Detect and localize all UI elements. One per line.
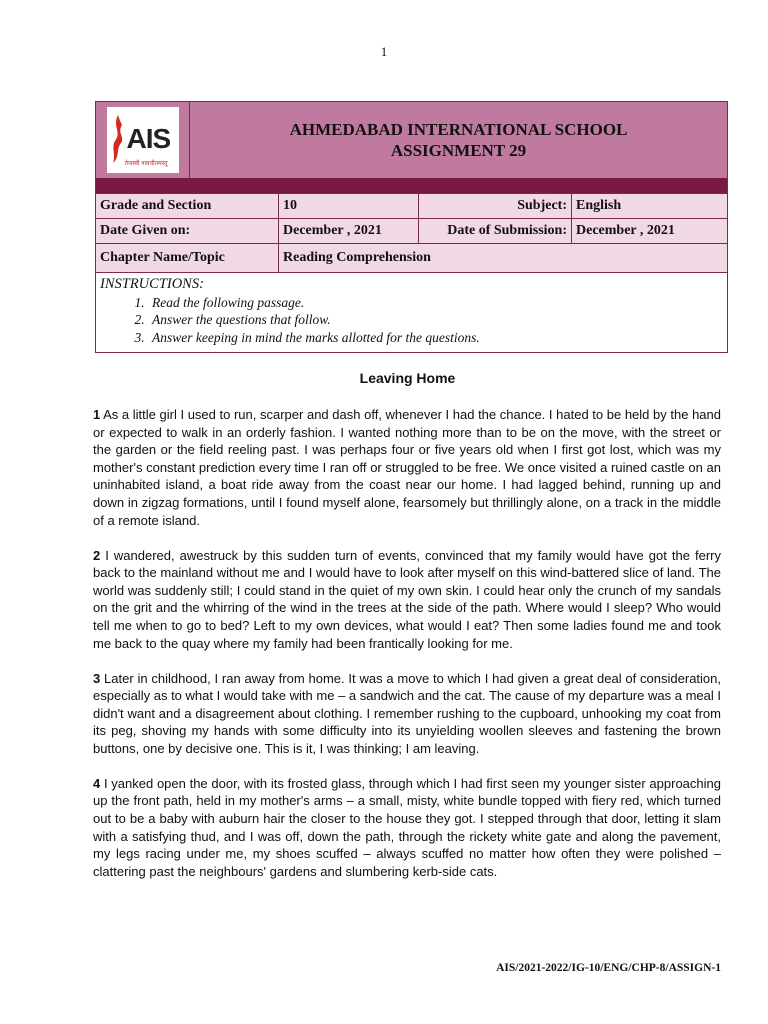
instruction-item: 1. Read the following passage. [148, 294, 723, 312]
paragraph-number: 1 [93, 407, 101, 422]
assignment-title: ASSIGNMENT 29 [390, 141, 527, 160]
chapter-label: Chapter Name/Topic [96, 244, 279, 272]
date-given-label: Date Given on: [96, 219, 279, 243]
instructions-box [96, 272, 727, 352]
paragraph-text: Later in childhood, I ran away from home. It was a move to which I had given a great deal of consideration, especially as to what I would take with me – a sandwich and the cat. The cause of my departure was a meal I didn't want and a disagreement about clothing. I remember rushing to the cupboard, unhooking my coat from its peg, shoving my hands with some difficulty into its unyielding woollen sleeves and fastening the brown buttons, one by decisive one. This is it, I was thinking; I am leaving. [93, 670, 721, 756]
date-submission-label: Date of Submission: [419, 219, 572, 243]
passage-body [93, 406, 721, 898]
info-row-dates [96, 218, 727, 243]
grade-label: Grade and Section [96, 194, 279, 218]
paragraph-number: 2 [93, 547, 101, 563]
header-band [96, 178, 727, 193]
date-submission-value: December , 2021 [576, 223, 675, 238]
paragraph-text: I yanked open the door, with its frosted glass, through which I had first seen my younger sister approaching up the front path, held in my mother's arms – a small, misty, white bundle topped with fiery red, which turned out to be a baby with auburn hair the closer to the house they got. I stepped through that door, letting it slam with a satisfying thud, and I was off, down the path, through the rickety white gate and along the pavement, my legs racing under me, my shoes scuffed – always scuffed no matter how often they were polished – clattering past the neighbours' gardens and slumbering kerb-side cats. [93, 775, 721, 879]
logo-cell [96, 102, 190, 178]
assignment-header [95, 101, 728, 353]
logo-motto: तेजस्वी नावधीतमस्तु [124, 161, 168, 167]
page-number: 1 [380, 44, 388, 59]
school-logo [107, 107, 179, 173]
paragraph-text: I wandered, awestruck by this sudden turn of events, convinced that my family would have got the ferry back to the mainland without me and I would have to look after myself on this wind-battered slice of land. The world was suddenly still; I could stand in the quiet of my own skin. I could hear only the crunch of my sandals on the grit and the whirring of the wind in the trees at the side of the path. Where would I sleep? Who would tell me when to go to bed? Left to my own devices, what would I eat? Then some ladies found me and took me back to the quay where my family had been frantically looking for me. [93, 547, 721, 651]
instructions-list [100, 294, 723, 347]
paragraph-number: 4 [93, 775, 101, 791]
paragraph [93, 547, 721, 653]
header-top [96, 102, 727, 178]
paragraph [93, 670, 721, 758]
instruction-item: 2. Answer the questions that follow. [148, 311, 723, 329]
school-name: AHMEDABAD INTERNATIONAL SCHOOL [289, 120, 628, 139]
instructions-title: INSTRUCTIONS [100, 276, 200, 292]
date-given-value: December , 2021 [279, 219, 419, 243]
subject-value: English [576, 198, 622, 213]
paragraph [93, 406, 721, 529]
title-cell [190, 102, 727, 178]
passage-title: Leaving Home [359, 370, 456, 386]
logo-text: AIS [126, 123, 171, 154]
paragraph-text: As a little girl I used to run, scarper and dash off, whenever I had the chance. I hated to be held by the hand or expected to walk in an orderly fashion. I wanted nothing more than to be on the move, with the street or the garden or the field reeling past. I was perhaps four or five years old when I first got lost, which was my mother's constant prediction every time I ran off or struggled to be free. We once visited a ruined castle on an uninhabited island, a boat ride away from the coast near our home. I had lagged behind, running up and down in zigzag formations, until I found myself alone, fearsomely but thrillingly alone, on a track in the middle of a remote island. [93, 407, 721, 528]
instruction-item: 3. Answer keeping in mind the marks allotted for the questions. [148, 329, 723, 347]
grade-value: 10 [279, 194, 419, 218]
info-row-chapter [96, 243, 727, 272]
subject-label: Subject: [419, 194, 572, 218]
instructions-heading: INSTRUCTIONS: [100, 276, 204, 292]
flame-icon [110, 113, 126, 165]
paragraph [93, 775, 721, 881]
document-code: AIS/2021-2022/IG-10/ENG/CHP-8/ASSIGN-1 [496, 962, 721, 974]
info-row-grade [96, 193, 727, 218]
paragraph-number: 3 [93, 670, 101, 686]
chapter-value: Reading Comprehension [283, 250, 431, 265]
